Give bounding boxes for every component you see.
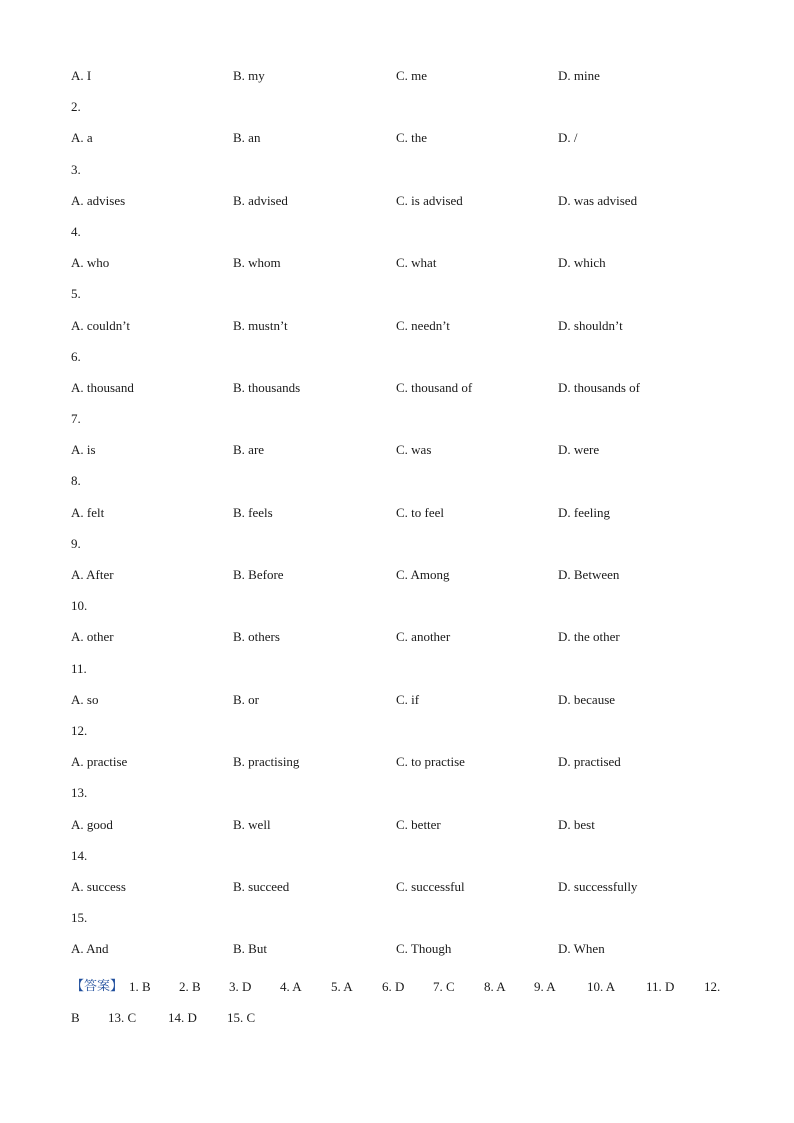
option-a: A. success [71, 878, 126, 894]
question-options-list [71, 66, 751, 970]
answer-item: 12. [704, 979, 721, 994]
option-row [71, 565, 751, 596]
question-number-row [71, 596, 751, 627]
question-number-row [71, 97, 751, 128]
question-number-row [71, 659, 751, 690]
option-d: D. which [558, 255, 606, 271]
answer-line-2 [71, 1002, 731, 1033]
option-b: B. thousands [233, 379, 301, 395]
option-d: D. mine [558, 68, 600, 83]
option-a: A. practise [71, 754, 128, 770]
option-d: D. feeling [558, 504, 610, 520]
question-number: 11. [71, 660, 87, 676]
question-number-row [71, 409, 751, 440]
answer-item: 2. B [179, 979, 201, 994]
option-d: D. successfully [558, 878, 638, 894]
option-b: B. an [233, 130, 261, 146]
option-row [71, 503, 751, 534]
option-c: C. was [396, 442, 432, 458]
answer-item: 13. C [108, 1010, 137, 1025]
option-c: C. better [396, 816, 441, 832]
option-b: B. well [233, 816, 271, 832]
option-b: B. Before [233, 567, 284, 582]
option-a: A. I [71, 68, 92, 83]
option-a: A. thousand [71, 379, 134, 395]
option-b: B. mustn’t [233, 317, 288, 333]
question-number: 12. [71, 722, 88, 738]
option-row [71, 939, 751, 970]
option-a: A. other [71, 629, 114, 645]
option-c: C. another [396, 629, 451, 645]
option-row [71, 877, 751, 908]
answer-item: B [71, 1010, 80, 1025]
question-number: 10. [71, 598, 88, 614]
option-row [71, 316, 751, 347]
option-c: C. me [396, 68, 428, 83]
option-row [71, 128, 751, 159]
answer-item: 4. A [280, 979, 302, 994]
question-number-row [71, 721, 751, 752]
option-a: A. After [71, 567, 114, 582]
option-c: C. thousand of [396, 379, 473, 395]
answer-label: 【答案】 [71, 979, 124, 994]
option-a: A. is [71, 442, 96, 458]
question-number-row [71, 783, 751, 814]
question-number: 15. [71, 910, 88, 926]
option-b: B. or [233, 691, 259, 707]
option-c: C. needn’t [396, 317, 450, 333]
answer-section [71, 971, 731, 1033]
answer-item: 11. D [646, 979, 675, 994]
answer-item: 15. C [227, 1010, 256, 1025]
option-d: D. Between [558, 567, 620, 582]
option-a: A. couldn’t [71, 317, 130, 333]
option-d: D. best [558, 816, 595, 832]
option-b: B. others [233, 629, 280, 645]
option-row [71, 440, 751, 471]
option-a: A. who [71, 255, 110, 271]
option-row [71, 378, 751, 409]
question-number: 13. [71, 785, 88, 801]
answer-item: 9. A [534, 979, 556, 994]
option-row [71, 253, 751, 284]
option-row [71, 815, 751, 846]
option-d: D. practised [558, 754, 621, 770]
option-d: D. were [558, 442, 600, 458]
option-c: C. the [396, 130, 428, 146]
question-number-row [71, 284, 751, 315]
option-c: C. successful [396, 878, 465, 894]
question-number: 2. [71, 99, 81, 115]
question-number: 8. [71, 473, 81, 489]
question-number: 7. [71, 411, 81, 427]
option-b: B. But [233, 941, 267, 957]
question-number: 4. [71, 223, 81, 239]
option-d: D. shouldn’t [558, 317, 623, 333]
option-d: D. / [558, 130, 578, 146]
option-c: C. Among [396, 567, 450, 582]
answer-line-1 [71, 971, 731, 1002]
option-a: A. so [71, 691, 99, 707]
question-number: 3. [71, 161, 81, 177]
option-c: C. what [396, 255, 437, 271]
question-number-row [71, 160, 751, 191]
option-c: C. to practise [396, 754, 465, 770]
answer-item: 6. D [382, 979, 405, 994]
option-a: A. good [71, 816, 113, 832]
option-c: C. if [396, 691, 420, 707]
question-number-row [71, 534, 751, 565]
option-c: C. to feel [396, 504, 445, 520]
question-number-row [71, 471, 751, 502]
option-c: C. is advised [396, 192, 463, 208]
answer-item: 3. D [229, 979, 252, 994]
option-d: D. because [558, 691, 616, 707]
option-row [71, 627, 751, 658]
answer-item: 7. C [433, 979, 455, 994]
answer-item: 5. A [331, 979, 353, 994]
question-number: 5. [71, 286, 81, 302]
option-row [71, 752, 751, 783]
option-b: B. feels [233, 504, 273, 520]
option-b: B. are [233, 442, 265, 458]
option-row [71, 191, 751, 222]
question-number: 9. [71, 535, 81, 551]
question-number: 6. [71, 348, 81, 364]
option-a: A. a [71, 130, 93, 146]
option-b: B. my [233, 68, 265, 83]
question-number-row [71, 222, 751, 253]
answer-item: 10. A [587, 979, 616, 994]
option-b: B. advised [233, 192, 288, 208]
option-b: B. whom [233, 255, 281, 271]
option-d: D. was advised [558, 192, 638, 208]
answer-item: 8. A [484, 979, 506, 994]
option-b: B. succeed [233, 878, 290, 894]
option-b: B. practising [233, 754, 300, 770]
option-a: A. felt [71, 504, 105, 520]
option-d: D. thousands of [558, 379, 640, 395]
question-number-row [71, 347, 751, 378]
option-d: D. the other [558, 629, 620, 645]
question-number-row [71, 846, 751, 877]
option-row [71, 66, 751, 97]
answer-item: 14. D [168, 1010, 197, 1025]
option-c: C. Though [396, 941, 452, 957]
answer-item: 1. B [129, 979, 151, 994]
option-a: A. advises [71, 192, 126, 208]
option-row [71, 690, 751, 721]
question-number-row [71, 908, 751, 939]
question-number: 14. [71, 847, 88, 863]
option-a: A. And [71, 941, 109, 957]
option-d: D. When [558, 941, 605, 957]
